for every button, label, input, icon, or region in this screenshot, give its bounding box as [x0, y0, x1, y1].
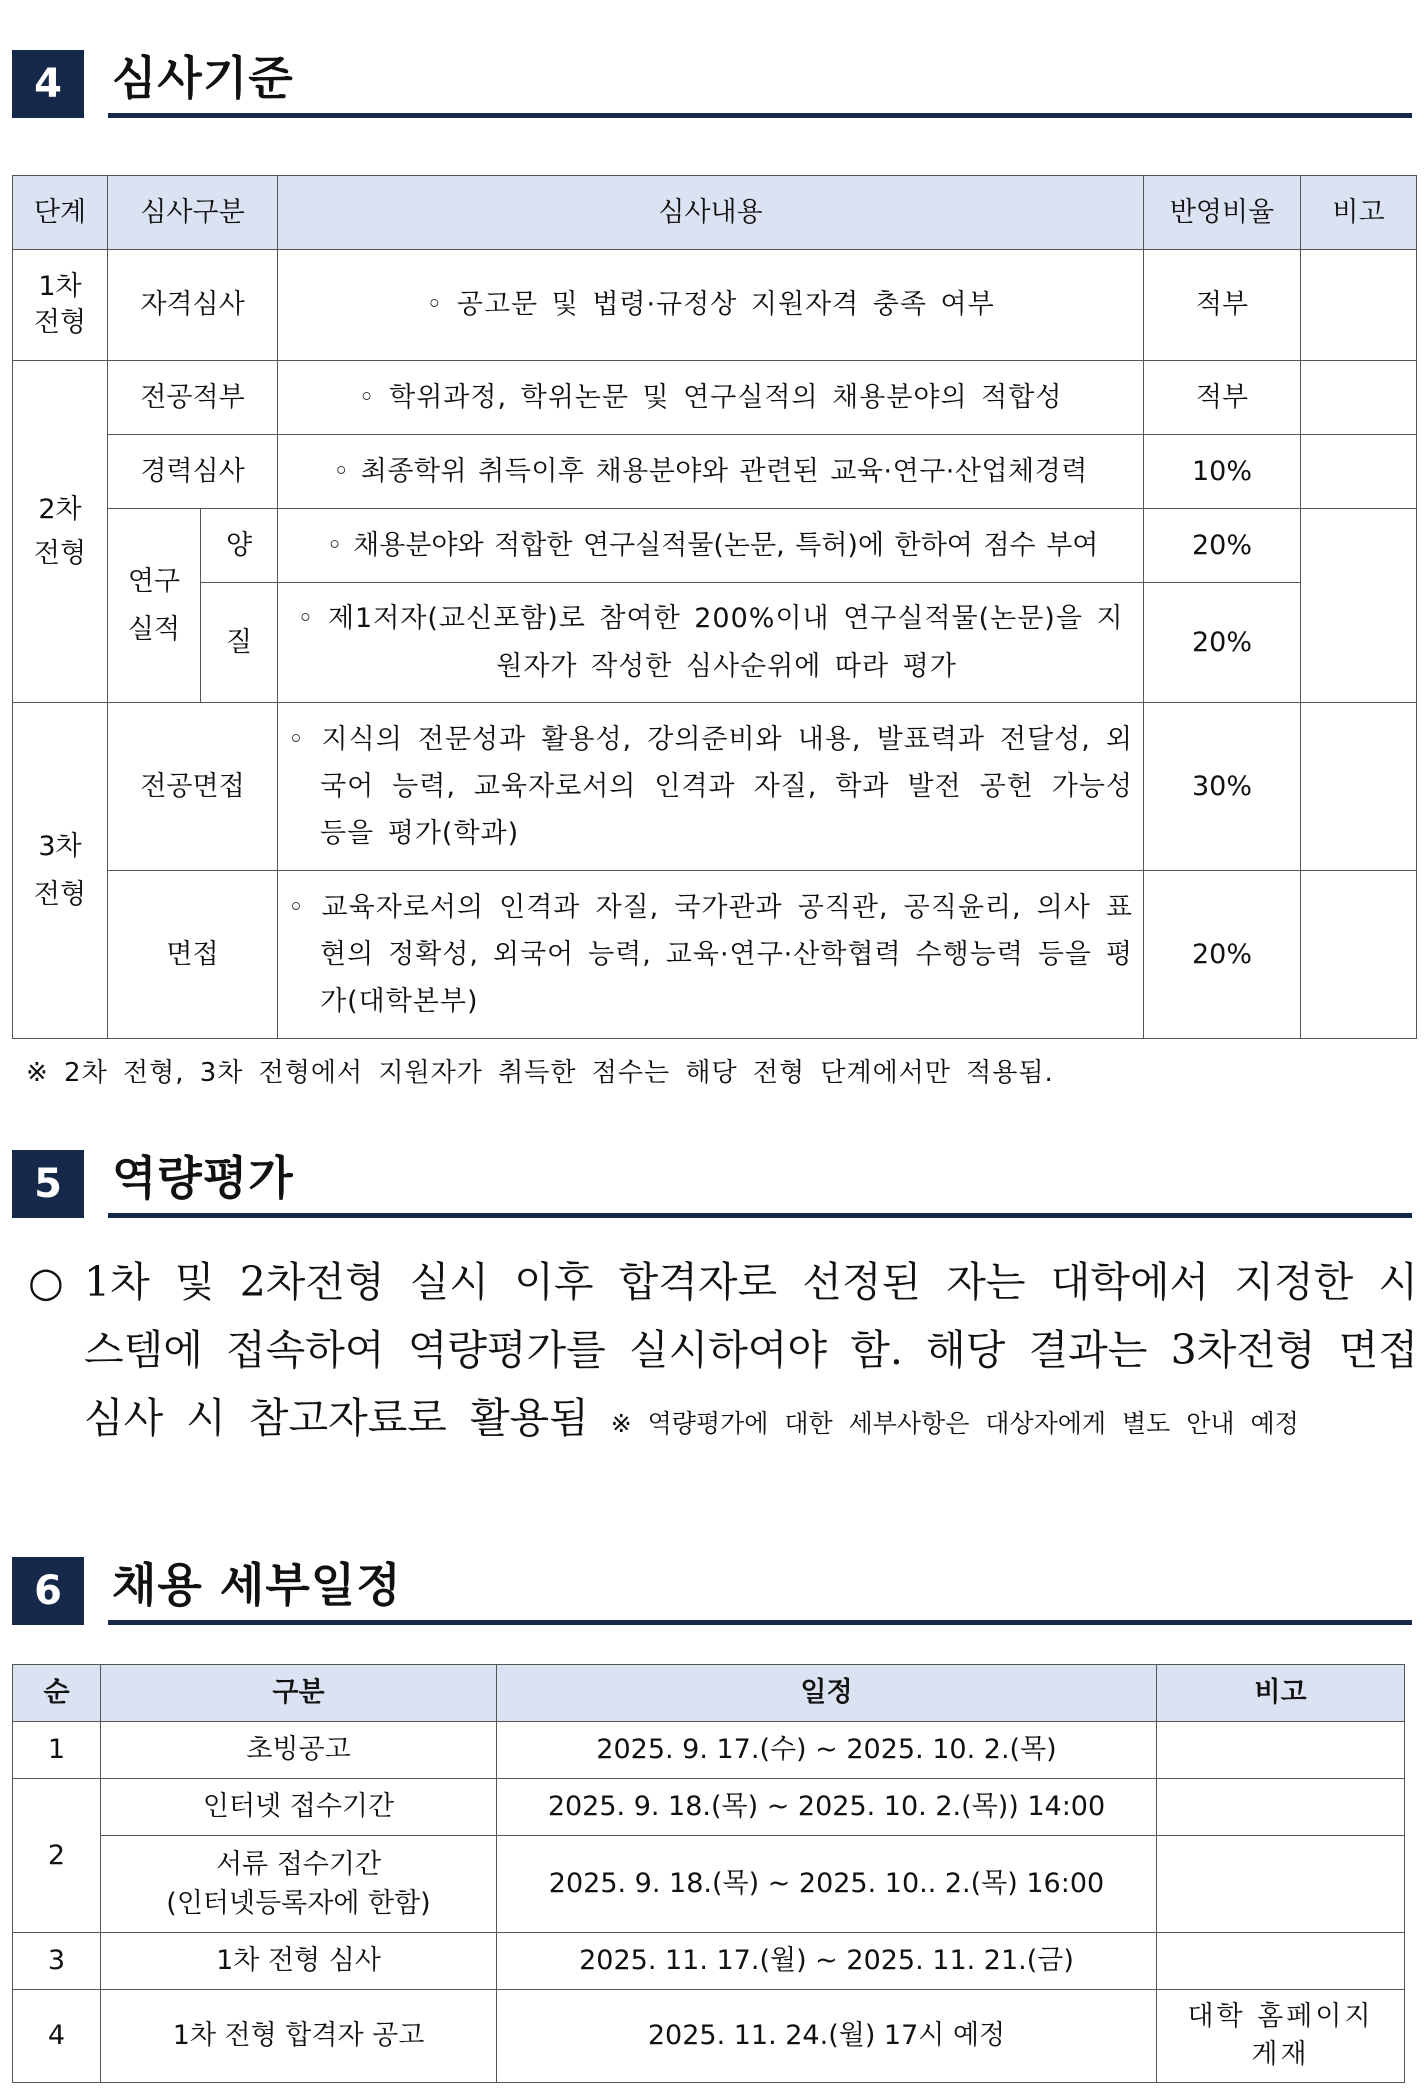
criteria-footnote: ※ 2차 전형, 3차 전형에서 지원자가 취득한 점수는 해당 전형 단계에서만 적용됨. — [26, 1058, 1054, 1088]
category-cell: 연구 실적 — [108, 509, 201, 703]
category-cell: 전공면접 — [108, 703, 278, 871]
table-row — [13, 1836, 1405, 1933]
header-category: 심사구분 — [108, 176, 278, 250]
category-cell: 인터넷 접수기간 — [101, 1779, 497, 1836]
category-cell: 면접 — [108, 871, 278, 1039]
category-cell: 서류 접수기간 (인터넷등록자에 한함) — [101, 1836, 497, 1933]
note-cell — [1157, 1836, 1405, 1933]
section-6-header — [12, 1549, 1412, 1625]
header-no: 순 — [13, 1665, 101, 1722]
ratio-cell: 30% — [1144, 703, 1301, 871]
note-cell — [1301, 509, 1417, 703]
content-text: ◦ 제1저자(교신포함)로 참여한 200%이내 연구실적물(논문)을 지원자가 작성한 심사순위에 따라 평가 — [297, 603, 1124, 682]
table-row — [13, 509, 1417, 583]
header-category: 구분 — [101, 1665, 497, 1722]
section-title: 심사기준 — [112, 51, 294, 105]
date-cell: 2025. 9. 17.(수) ~ 2025. 10. 2.(목) — [497, 1722, 1157, 1779]
ratio-cell: 20% — [1144, 509, 1301, 583]
date-cell: 2025. 9. 18.(목) ~ 2025. 10.. 2.(목) 16:00 — [497, 1836, 1157, 1933]
ratio-cell: 적부 — [1144, 250, 1301, 361]
stage-3: 3차 전형 — [13, 703, 108, 1039]
date-cell: 2025. 9. 18.(목) ~ 2025. 10. 2.(목)) 14:00 — [497, 1779, 1157, 1836]
content-text: ◦ 교육자로서의 인격과 자질, 국가관과 공직관, 공직윤리, 의사 표현의 정확성, 외국어 능력, 교육·연구·산학협력 수행능력 등을 평가(대학본부) — [288, 891, 1134, 1018]
header-ratio: 반영비율 — [1144, 176, 1301, 250]
date-cell: 2025. 11. 24.(월) 17시 예정 — [497, 1990, 1157, 2083]
table-row — [13, 435, 1417, 509]
note-cell: 대학 홈페이지 게재 — [1157, 1990, 1405, 2083]
category-cell: 1차 전형 심사 — [101, 1933, 497, 1990]
category-cell: 1차 전형 합격자 공고 — [101, 1990, 497, 2083]
table-row — [13, 1779, 1405, 1836]
section-underline — [108, 1620, 1412, 1625]
content-cell: ◦ 공고문 및 법령·규정상 지원자격 충족 여부 — [278, 250, 1144, 361]
header-note: 비고 — [1157, 1665, 1405, 1722]
no-cell: 1 — [13, 1722, 101, 1779]
stage-2: 2차 전형 — [13, 361, 108, 703]
criteria-table — [12, 175, 1417, 1039]
category-cell: 자격심사 — [108, 250, 278, 361]
note-cell — [1301, 703, 1417, 871]
section-underline — [108, 1213, 1412, 1218]
header-date: 일정 — [497, 1665, 1157, 1722]
category-cell: 경력심사 — [108, 435, 278, 509]
competency-text-block — [84, 1248, 1418, 1458]
content-cell: ◦ 학위과정, 학위논문 및 연구실적의 채용분야의 적합성 — [278, 361, 1144, 435]
sub-category-cell: 질 — [201, 583, 278, 703]
table-row — [13, 1722, 1405, 1779]
ratio-cell: 10% — [1144, 435, 1301, 509]
ratio-cell: 적부 — [1144, 361, 1301, 435]
content-cell — [278, 703, 1144, 871]
content-cell — [278, 583, 1144, 703]
table-row — [13, 871, 1417, 1039]
note-cell — [1301, 250, 1417, 361]
sub-category-cell: 양 — [201, 509, 278, 583]
table-row — [13, 361, 1417, 435]
table-row — [13, 1933, 1405, 1990]
table-header-row — [13, 176, 1417, 250]
header-content: 심사내용 — [278, 176, 1144, 250]
table-header-row — [13, 1665, 1405, 1722]
content-text: ◦ 지식의 전문성과 활용성, 강의준비와 내용, 발표력과 전달성, 외국어 능력, 교육자로서의 인격과 자질, 학과 발전 공헌 가능성 등을 평가(학과) — [288, 723, 1134, 850]
note-cell — [1157, 1779, 1405, 1836]
ratio-cell: 20% — [1144, 583, 1301, 703]
note-cell — [1157, 1722, 1405, 1779]
section-5-header — [12, 1142, 1412, 1218]
no-cell: 3 — [13, 1933, 101, 1990]
content-cell: ◦ 최종학위 취득이후 채용분야와 관련된 교육·연구·산업체경력 — [278, 435, 1144, 509]
section-number: 6 — [12, 1557, 84, 1625]
content-cell: ◦ 채용분야와 적합한 연구실적물(논문, 특허)에 한하여 점수 부여 — [278, 509, 1144, 583]
note-cell — [1301, 361, 1417, 435]
section-number: 5 — [12, 1150, 84, 1218]
section-underline — [108, 113, 1412, 118]
section-number: 4 — [12, 50, 84, 118]
date-cell: 2025. 11. 17.(월) ~ 2025. 11. 21.(금) — [497, 1933, 1157, 1990]
note-cell — [1301, 871, 1417, 1039]
section-4-header — [12, 42, 1412, 118]
note-cell — [1157, 1933, 1405, 1990]
header-stage: 단계 — [13, 176, 108, 250]
no-cell: 2 — [13, 1779, 101, 1933]
bullet-circle: ○ — [28, 1258, 64, 1306]
competency-note: ※ 역량평가에 대한 세부사항은 대상자에게 별도 안내 예정 — [610, 1409, 1299, 1438]
category-cell: 초빙공고 — [101, 1722, 497, 1779]
schedule-table — [12, 1664, 1405, 2083]
ratio-cell: 20% — [1144, 871, 1301, 1039]
section-title: 채용 세부일정 — [112, 1558, 402, 1612]
section-title: 역량평가 — [112, 1151, 294, 1205]
competency-paragraph — [28, 1248, 1418, 1458]
header-note: 비고 — [1301, 176, 1417, 250]
no-cell: 4 — [13, 1990, 101, 2083]
note-cell — [1301, 435, 1417, 509]
table-row — [13, 1990, 1405, 2083]
stage-1: 1차 전형 — [13, 250, 108, 361]
table-row — [13, 250, 1417, 361]
competency-text: 1차 및 2차전형 실시 이후 합격자로 선정된 자는 대학에서 지정한 시스템에 접속하여 역량평가를 실시하여야 함. 해당 결과는 3차전형 면접 심사 시 참고자료로 활용됨 — [84, 1258, 1418, 1442]
table-row — [13, 583, 1417, 703]
category-cell: 전공적부 — [108, 361, 278, 435]
table-row — [13, 703, 1417, 871]
content-cell — [278, 871, 1144, 1039]
